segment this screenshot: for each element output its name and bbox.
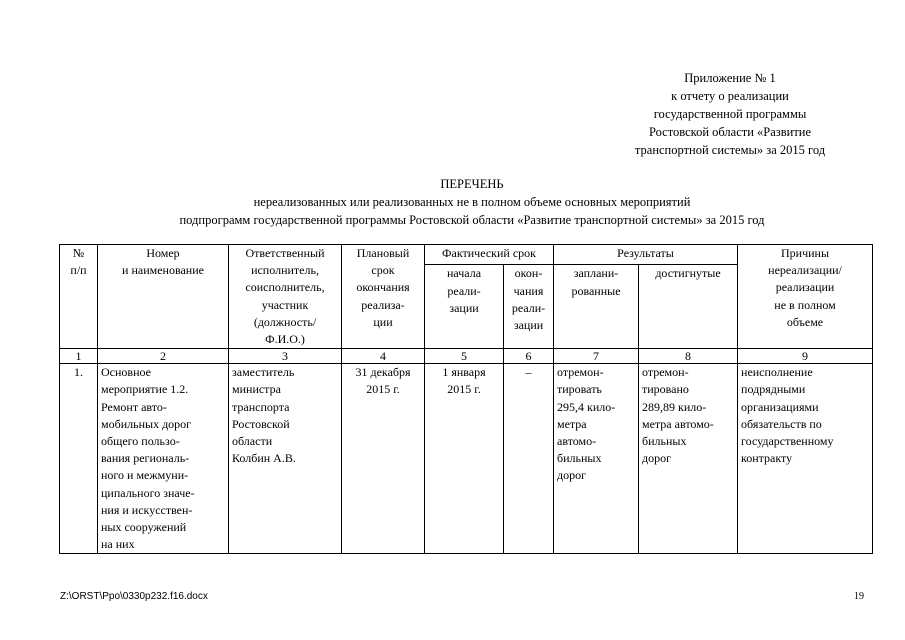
header-planned-date: Плановый срок окончания реализа- ции [342,245,425,349]
row-number: 1. [60,364,98,554]
row-results-planned: отремон- тировать 295,4 кило- метра автомо- бильных дорог [554,364,639,554]
header-num: № п/п [60,245,98,349]
header-name: Номер и наименование [98,245,229,349]
header-results-achieved: достигнутые [639,265,738,349]
table-row [60,364,873,554]
header-results-planned: заплани- рованные [554,265,639,349]
row-responsible: заместитель министра транспорта Ростовской области Колбин А.В. [229,364,342,554]
row-name: Основное мероприятие 1.2. Ремонт авто- мобильных дорог общего пользо- вания региональ- ного и межмуни- ципального значе- ния и искусствен- ных сооружений на них [98,364,229,554]
row-results-achieved: отремон- тировано 289,89 кило- метра автомо- бильных дорог [639,364,738,554]
column-number: 3 [229,349,342,364]
header-actual-group: Фактический срок [425,245,554,265]
appendix-line: к отчету о реализации [671,89,789,103]
row-planned-date: 31 декабря 2015 г. [342,364,425,554]
column-number: 6 [504,349,554,364]
document-title [40,175,904,229]
appendix-line: Приложение № 1 [684,71,776,85]
appendix-line: Ростовской области «Развитие [648,125,812,139]
appendix-note [560,69,900,159]
appendix-line: государственной программы [653,107,807,121]
row-actual-end: – [504,364,554,554]
column-number: 1 [60,349,98,364]
page-number: 19 [854,591,864,602]
measures-table [59,244,873,554]
appendix-line: транспортной системы» за 2015 год [634,143,826,157]
row-actual-start: 1 января 2015 г. [425,364,504,554]
column-number: 4 [342,349,425,364]
column-number: 2 [98,349,229,364]
header-actual-start: начала реали- зации [425,265,504,349]
column-number: 7 [554,349,639,364]
column-number: 5 [425,349,504,364]
footer-file-path: Z:\ORST\Ppo\0330p232.f16.docx [60,591,208,602]
header-actual-end: окон- чания реали- зации [504,265,554,349]
header-responsible: Ответственный исполнитель, соисполнитель, участник (должность/ Ф.И.О.) [229,245,342,349]
title-line-1: нереализованных или реализованных не в полном объеме основных мероприятий [253,195,691,209]
title-line-2: подпрограмм государственной программы Ростовской области «Развитие транспортной системы» за 2015 год [179,213,765,227]
title-heading: ПЕРЕЧЕНЬ [440,177,504,191]
header-results-group: Результаты [554,245,738,265]
column-number: 8 [639,349,738,364]
header-reasons: Причины нереализации/ реализации не в полном объеме [738,245,873,349]
row-reasons: неисполнение подрядными организациями обязательств по государственному контракту [738,364,873,554]
column-number: 9 [738,349,873,364]
column-number-row [60,349,873,364]
